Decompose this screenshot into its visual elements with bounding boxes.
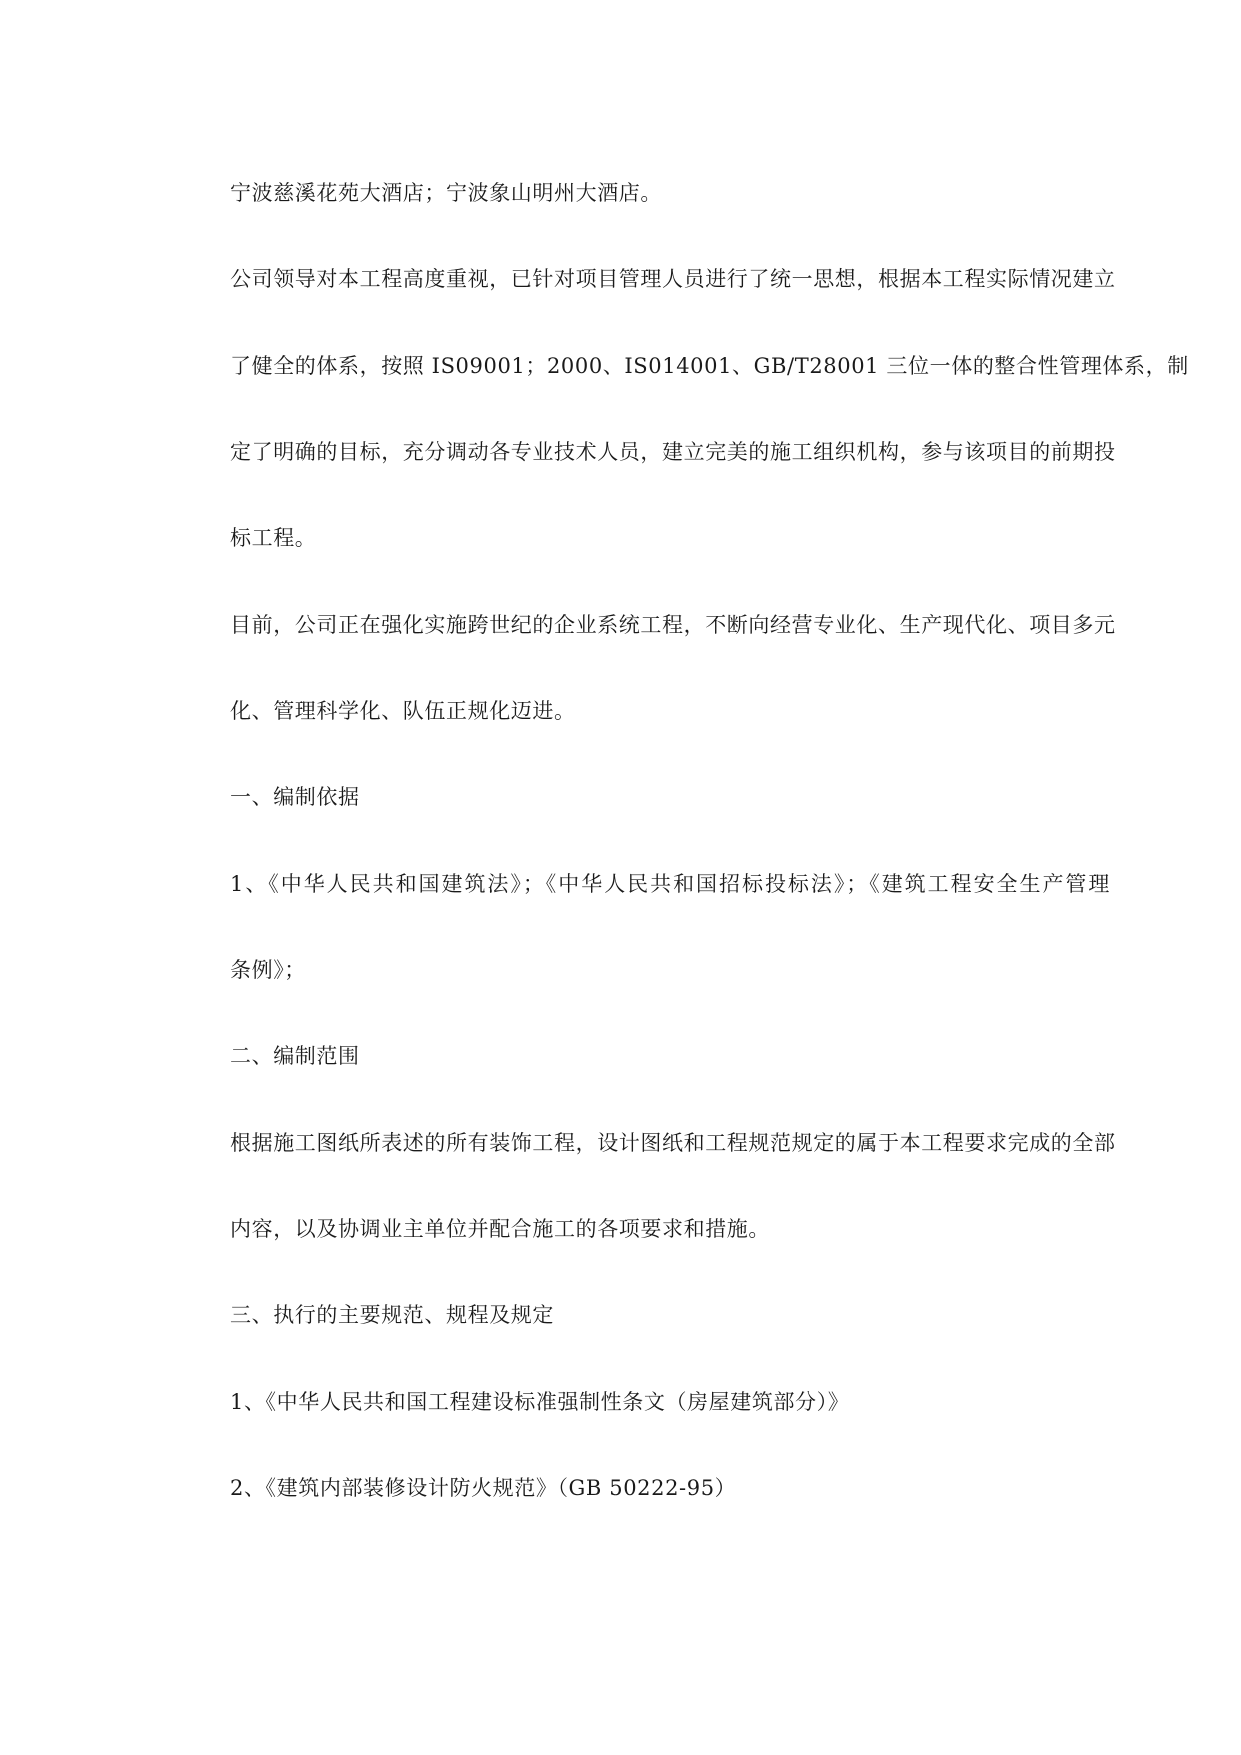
text-line: 1、《中华人民共和国建筑法》；《中华人民共和国招标投标法》；《建筑工程安全生产管理	[230, 872, 1110, 896]
text-line: 定了明确的目标，充分调动各专业技术人员，建立完美的施工组织机构，参与该项目的前期投	[230, 440, 1116, 464]
text-line: 目前，公司正在强化实施跨世纪的企业系统工程，不断向经营专业化、生产现代化、项目多元	[230, 613, 1116, 637]
text-line: 化、管理科学化、队伍正规化迈进。	[230, 699, 576, 723]
text-line: 了健全的体系，按照 IS09001；2000、IS014001、GB/T28001 三位一体的整合性管理体系，制	[230, 354, 1189, 378]
text-line: 公司领导对本工程高度重视，已针对项目管理人员进行了统一思想，根据本工程实际情况建立	[230, 267, 1116, 291]
text-line: 内容，以及协调业主单位并配合施工的各项要求和措施。	[230, 1217, 770, 1241]
list-item: 1、《中华人民共和国工程建设标准强制性条文（房屋建筑部分）》	[230, 1390, 850, 1414]
section-heading: 三、执行的主要规范、规程及规定	[230, 1303, 554, 1327]
list-item: 2、《建筑内部装修设计防火规范》（GB 50222-95）	[230, 1476, 737, 1500]
text-line: 宁波慈溪花苑大酒店；宁波象山明州大酒店。	[230, 181, 662, 205]
text-line: 标工程。	[230, 526, 317, 550]
section-heading: 一、编制依据	[230, 785, 360, 809]
text-line: 根据施工图纸所表述的所有装饰工程，设计图纸和工程规范规定的属于本工程要求完成的全部	[230, 1131, 1116, 1155]
text-line: 条例》；	[230, 958, 306, 982]
section-heading: 二、编制范围	[230, 1044, 360, 1068]
